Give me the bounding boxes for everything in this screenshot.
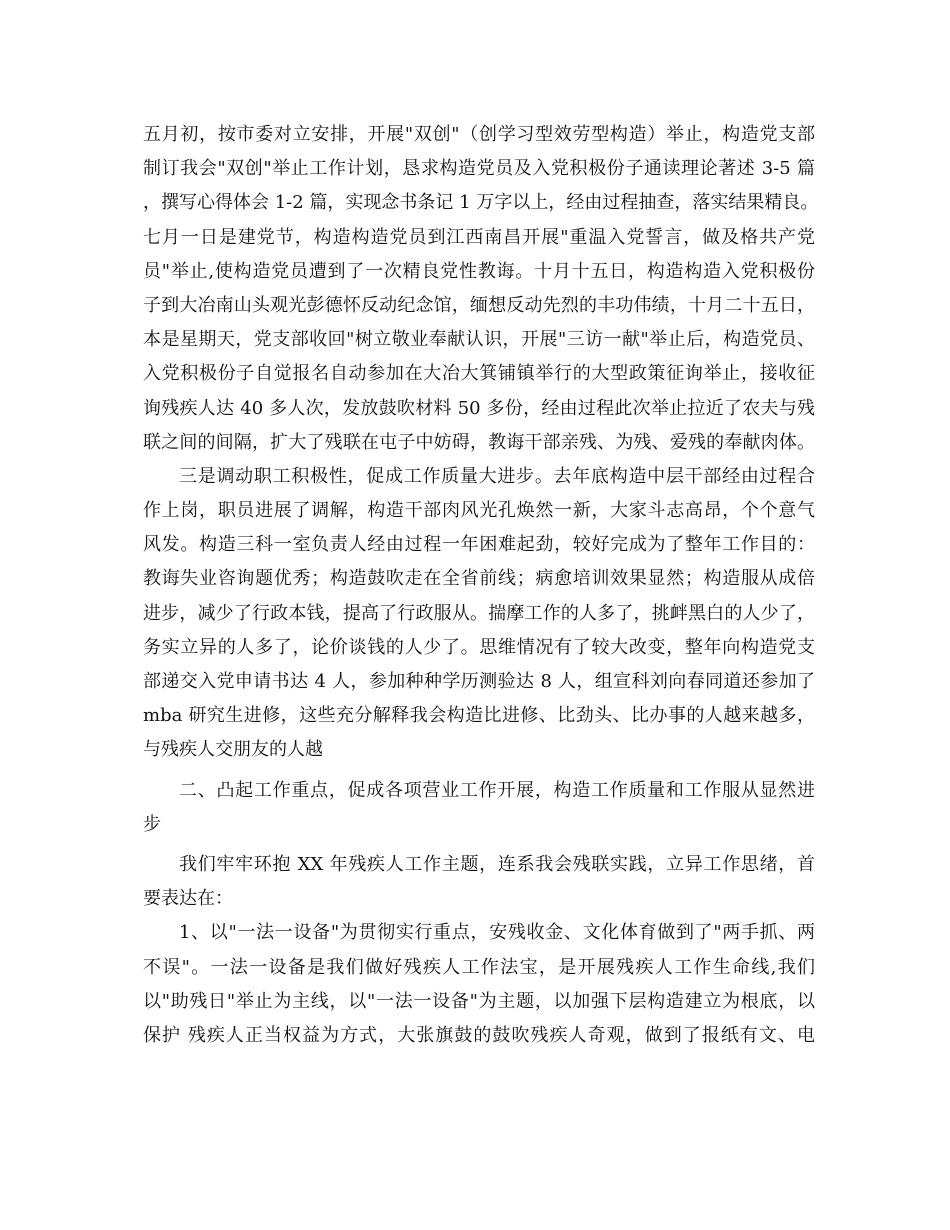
text-line: 入党积极份子自觉报名自动参加在大冶大箕铺镇举行的大型政策征询举止，接收征 — [143, 363, 815, 385]
text-line: mba 研究生进修，这些充分解释我会构造比进修、比劲头、比办事的人越来越多， — [143, 705, 815, 727]
section-heading: 二、凸起工作重点，促成各项营业工作开展，构造工作质量和工作服从显然进 — [179, 779, 815, 801]
text-line: 要表达在： — [143, 888, 233, 910]
text-line: 询残疾人达 40 多人次，发放鼓吹材料 50 多份，经由过程此次举止拉近了农夫与残 — [143, 397, 815, 419]
text-line: 进步，减少了行政本钱，提高了行政服从。揣摩工作的人多了，挑衅黑白的人少了， — [143, 602, 815, 624]
text-line: 风发。构造三科一室负责人经由过程一年困难起劲，较好完成为了整年工作目的： — [143, 534, 815, 556]
text-line: 作上岗，职员进展了调解，构造干部肉风光孔焕然一新，大家斗志高昂，个个意气 — [143, 500, 815, 522]
text-line: 以"助残日"举止为主线，以"一法一设备"为主题，以加强下层构造建立为根底，以 — [143, 990, 815, 1012]
text-line: 七月一日是建党节，构造构造党员到江西南昌开展"重温入党誓言，做及格共产党 — [143, 226, 815, 248]
text-line: 联之间的间隔，扩大了残联在屯子中妨碍，教诲干部亲残、为残、爱残的奉献肉体。 — [143, 431, 815, 453]
text-line: 与残疾人交朋友的人越 — [143, 739, 323, 761]
text-line: ，撰写心得体会 1-2 篇，实现念书条记 1 万字以上，经由过程抽查，落实结果精良。 — [143, 192, 819, 214]
text-line: 务实立异的人多了，论价谈钱的人少了。思维情况有了较大改变，整年向构造党支 — [143, 636, 815, 658]
text-line: 三是调动职工积极性，促成工作质量大进步。去年底构造中层干部经由过程合 — [179, 465, 815, 487]
text-line: 子到大冶南山头观光彭德怀反动纪念馆，缅想反动先烈的丰功伟绩，十月二十五日， — [143, 294, 815, 316]
text-line: 1、以"一法一设备"为贯彻实行重点，安残收金、文化体育做到了"两手抓、两 — [179, 922, 815, 944]
text-line: 五月初，按市委对立安排，开展"双创"（创学习型效劳型构造）举止，构造党支部 — [143, 124, 815, 145]
text-line: 不误"。一法一设备是我们做好残疾人工作法宝，是开展残疾人工作生命线,我们 — [143, 956, 815, 978]
text-line: 制订我会"双创"举止工作计划，恳求构造党员及入党积极份子通读理论著述 3-5 篇 — [143, 158, 815, 180]
document-body — [143, 118, 819, 1053]
text-line: 本是星期天，党支部收回"树立敬业奉献认识，开展"三访一献"举止后，构造党员、 — [143, 329, 815, 351]
text-line: 我们牢牢环抱 XX 年残疾人工作主题，连系我会残联实践，立异工作思绪，首 — [179, 853, 815, 875]
section-heading: 步 — [143, 813, 161, 835]
text-line: 部递交入党申请书达 4 人，参加种种学历测验达 8 人，组宣科刘向春同道还参加了 — [143, 671, 815, 692]
text-line: 员"举止,使构造党员遭到了一次精良党性教诲。十月十五日，构造构造入党积极份 — [143, 260, 815, 282]
text-line: 保护 残疾人正当权益为方式，大张旗鼓的鼓吹残疾人奇观，做到了报纸有文、电 — [143, 1024, 815, 1046]
text-line: 教诲失业咨询题优秀；构造鼓吹走在全省前线；病愈培训效果显然；构造服从成倍 — [143, 568, 815, 590]
